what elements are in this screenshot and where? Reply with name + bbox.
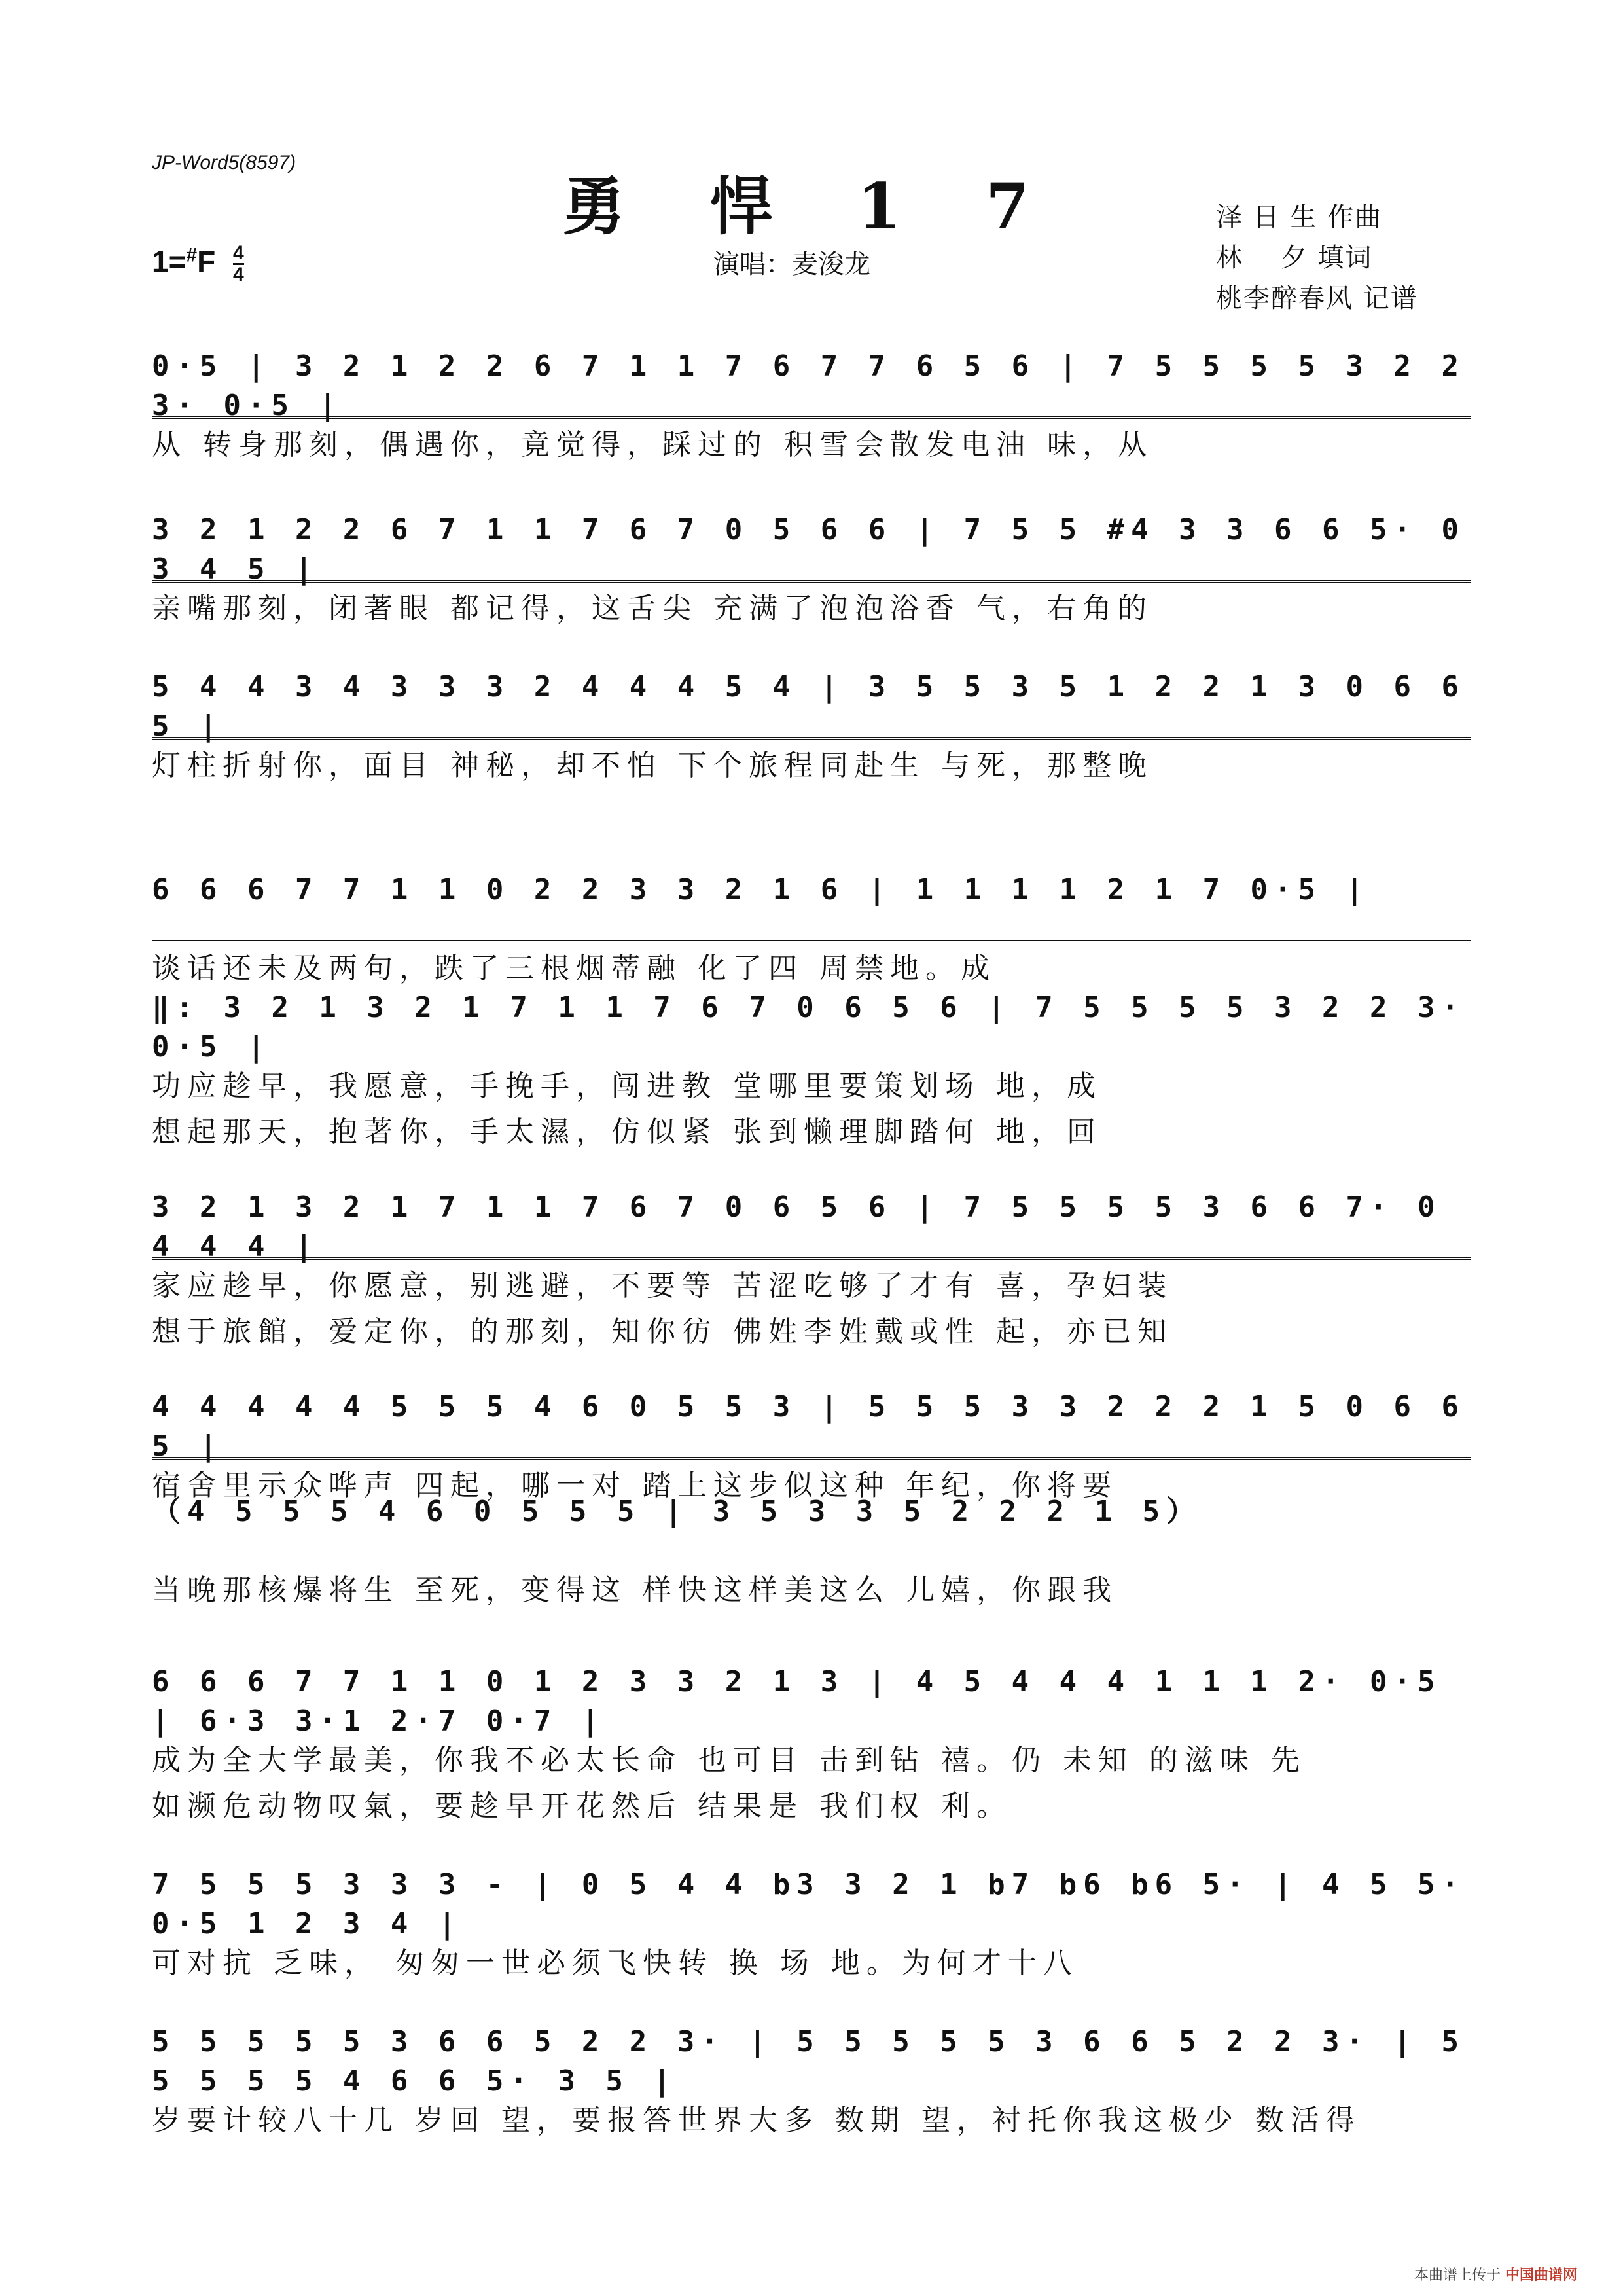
time-signature	[233, 243, 244, 285]
notation-line: 3 2 1 3 2 1 7 1 1 7 6 7 0 6 5 6 | 7 5 5 5 5 3 6 6 7· 0 4 4 4 |	[152, 1188, 1471, 1260]
notation-line: 5 5 5 5 5 3 6 6 5 2 2 3· | 5 5 5 5 5 3 6 6 5 2 2 3· | 5 5 5 5 5 4 6 6 5· 3 5 |	[152, 2022, 1471, 2094]
notation-line: 7 5 5 5 3 3 3 - | 0 5 4 4 b3 3 2 1 b7 b6 b6 5· | 4 5 5· 0·5 1 2 3 4 |	[152, 1865, 1471, 1937]
lyric-line: 当晚那核爆将生 至死，变得这 样快这样美这么 儿嬉，你跟我	[152, 1573, 1118, 1607]
notation-line: 5 4 4 3 4 3 3 3 2 4 4 4 5 4 | 3 5 5 3 5 1 2 2 1 3 0 6 6 5 |	[152, 668, 1471, 740]
notation-line: （4 5 5 5 4 6 0 5 5 5 | 3 5 3 3 5 2 2 2 1 5）	[152, 1492, 1471, 1564]
lyric-line: 家应趁早，你愿意，别逃避，不要等 苦涩吃够了才有 喜，孕妇装	[152, 1269, 1173, 1302]
lyric-line: 谈话还未及两句，跌了三根烟蒂融 化了四 周禁地。成	[152, 952, 996, 985]
footer-upload-text: 本曲谱上传于	[1414, 2267, 1501, 2284]
footer-brand: 中国曲谱网	[1505, 2267, 1577, 2284]
notation-line: 6 6 6 7 7 1 1 0 2 2 3 3 2 1 6 | 1 1 1 1 2 1 7 0·5 |	[152, 870, 1471, 942]
lyricist-credit: 林 夕 填词	[1216, 243, 1373, 273]
sharp-sign: #	[186, 244, 198, 266]
key-prefix: 1=	[152, 244, 187, 279]
lyric-line: 宿舍里示众哗声 四起，哪一对 踏上这步似这种 年纪，你将要	[152, 1469, 1118, 1502]
notation-line: ‖: 3 2 1 3 2 1 7 1 1 7 6 7 0 6 5 6 | 7 5 5 5 5 3 2 2 3· 0·5 |	[152, 988, 1471, 1060]
transcriber-credit: 桃李醉春风 记谱	[1216, 283, 1418, 314]
lyric-line: 想于旅館，爱定你，的那刻，知你彷 佛姓李姓戴或性 起，亦已知	[152, 1315, 1173, 1348]
lyric-line: 成为全大学最美，你我不必太长命 也可目 击到钻 禧。仍 未知 的滋味 先	[152, 1744, 1306, 1777]
lyric-line: 想起那天，抱著你，手太濕，仿似紧 张到懒理脚踏何 地，回	[152, 1115, 1102, 1149]
lyric-line: 亲嘴那刻，闭著眼 都记得，这舌尖 充满了泡泡浴香 气，右角的	[152, 592, 1153, 625]
notation-line: 0·5 | 3 2 1 2 2 6 7 1 1 7 6 7 7 6 5 6 | 7 5 5 5 5 3 2 2 3· 0·5 |	[152, 347, 1471, 419]
lyric-line: 灯柱折射你，面目 神秘，却不怕 下个旅程同赴生 与死，那整晚	[152, 749, 1153, 782]
source-label: JP-Word5(8597)	[152, 152, 296, 173]
key-note: F	[197, 244, 216, 279]
key-signature	[152, 243, 244, 285]
time-numerator: 4	[233, 242, 244, 264]
lyric-line: 功应趁早，我愿意，手挽手，闯进教 堂哪里要策划场 地，成	[152, 1069, 1102, 1103]
lyric-line: 从 转身那刻，偶遇你，竟觉得，踩过的 积雪会散发电油 味，从	[152, 428, 1153, 461]
singer-credit: 演唱：麦浚龙	[713, 249, 870, 279]
time-denominator: 4	[233, 264, 244, 285]
notation-line: 4 4 4 4 4 5 5 5 4 6 0 5 5 3 | 5 5 5 3 3 2 2 2 1 5 0 6 6 5 |	[152, 1388, 1471, 1460]
lyric-line: 可对抗 乏味， 匆匆一世必须飞快转 换 场 地。为何才十八	[152, 1946, 1079, 1980]
lyric-line: 如濒危动物叹氣，要趁早开花然后 结果是 我们权 利。	[152, 1789, 1012, 1823]
notation-line: 6 6 6 7 7 1 1 0 1 2 3 3 2 1 3 | 4 5 4 4 4 1 1 1 2· 0·5 | 6·3 3·1 2·7 0·7 |	[152, 1662, 1471, 1734]
lyric-line: 岁要计较八十几 岁回 望，要报答世界大多 数期 望，衬托你我这极少 数活得	[152, 2104, 1361, 2137]
song-title: 勇 悍 1 7	[562, 170, 1061, 243]
notation-line: 3 2 1 2 2 6 7 1 1 7 6 7 0 5 6 6 | 7 5 5 #4 3 3 6 6 5· 0 3 4 5 |	[152, 511, 1471, 583]
footer-watermark	[1414, 2264, 1577, 2284]
composer-credit: 泽 日 生 作曲	[1216, 202, 1383, 232]
